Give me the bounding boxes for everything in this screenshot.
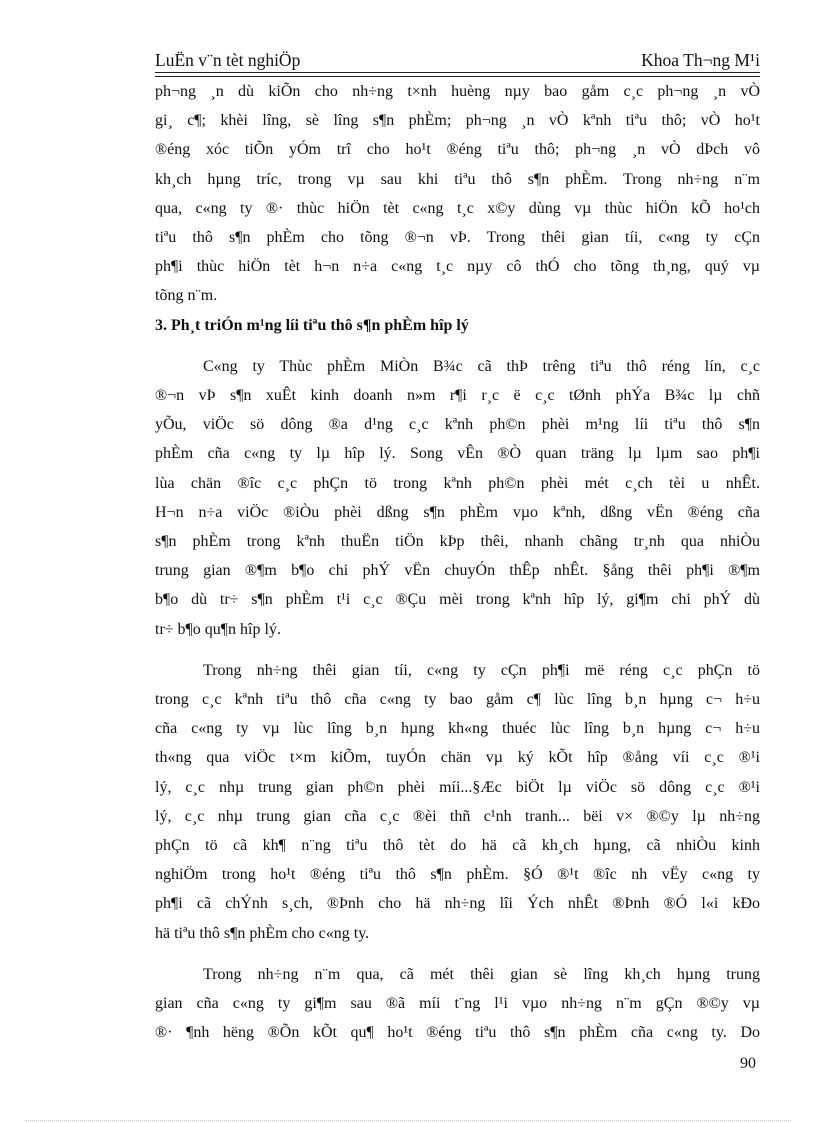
- text-line: s¶n phÈm trong kªnh thuËn tiÖn kÞp thêi, nhanh chãng tr¸nh qua nhiÒu: [155, 533, 760, 551]
- text-line: trung gian ®¶m b¶o chi phÝ vËn chuyÓn thÊp nhÊt. §ång thêi ph¶i ®¶m: [155, 562, 760, 580]
- text-line: hä tiªu thô s¶n phÈm cho c«ng ty.: [155, 924, 370, 942]
- text-line: th«ng qua viÖc t×m kiÕm, tuyÓn chän vµ ký kÕt hîp ®ång víi c¸c ®¹i: [155, 749, 760, 767]
- text-line: ph¬ng ¸n dù kiÕn cho nh÷ng t×nh huèng nµy bao gåm c¸c ph¬ng ¸n vÒ: [155, 83, 760, 100]
- paragraph-gap: [155, 948, 760, 960]
- text-line: tõng n¨m.: [155, 287, 218, 305]
- text-line: cña c«ng ty vµ lùc lîng b¸n hµng kh«ng thuéc lùc lîng b¸n hµng c¬ h÷u: [155, 720, 760, 738]
- text-line: ®· ¶nh hëng ®Õn kÕt qu¶ ho¹t ®éng tiªu thô s¶n phÈm cña c«ng ty. Do: [155, 1024, 760, 1042]
- text-line: nghiÖm trong ho¹t ®éng tiªu thô s¶n phÈm. §Ó ®¹t ®îc nh vËy c«ng ty: [155, 866, 760, 884]
- text-line: ®¬n vÞ s¶n xuÊt kinh doanh n»m r¶i r¸c ë c¸c tØnh phÝa B¾c lµ chñ: [155, 387, 760, 405]
- text-line: ph¶i cã chÝnh s¸ch, ®Þnh cho hä nh÷ng lîi Ých nhÊt ®Þnh ®Ó l«i kÐo: [155, 895, 760, 913]
- text-line: qua, c«ng ty ®· thùc hiÖn tèt c«ng t¸c x©y dùng vµ thùc hiÖn kÕ ho¹ch: [155, 199, 760, 217]
- text-line: Trong nh÷ng thêi gian tíi, c«ng ty cÇn ph¶i më réng c¸c phÇn tö: [203, 661, 760, 679]
- running-header: [155, 50, 760, 74]
- body-text: [155, 77, 760, 1048]
- text-line: tiªu thô s¶n phÈm cho tõng ®¬n vÞ. Trong thêi gian tíi, c«ng ty cÇn: [155, 229, 760, 247]
- paragraph-gap: [155, 644, 760, 656]
- header-faculty-label: Khoa Th¬ng M¹i: [641, 50, 760, 70]
- page-number: 90: [740, 1055, 756, 1072]
- text-line: lùa chän ®îc c¸c phÇn tö trong kªnh ph©n phèi mét c¸ch tèi u nhÊt.: [155, 474, 760, 492]
- header-thesis-label: LuËn v¨n tèt nghiÖp: [155, 50, 301, 70]
- text-line: yÕu, viÖc sö dông ®a d¹ng c¸c kªnh ph©n phèi m¹ng líi tiªu thô s¶n: [155, 416, 760, 434]
- text-line: lý, c¸c nhµ trung gian cña c¸c ®èi thñ c¹nh tranh... bëi v× ®©y lµ nh÷ng: [155, 807, 760, 825]
- text-line: tr÷ b¶o qu¶n hîp lý.: [155, 620, 281, 638]
- text-line: Trong nh÷ng n¨m qua, cã mét thêi gian sè lîng kh¸ch hµng trung: [203, 965, 760, 983]
- text-line: ®éng xóc tiÕn yÓm trî cho ho¹t ®éng tiªu thô; ph¬ng ¸n vÒ dÞch vô: [155, 141, 760, 159]
- text-line: b¶o dù tr÷ s¶n phÈm t¹i c¸c ®Çu mèi trong kªnh hîp lý, gi¶m chi phÝ dù: [155, 591, 760, 609]
- text-line: C«ng ty Thùc phÈm MiÒn B¾c cã thÞ trêng tiªu thô réng lín, c¸c: [203, 357, 760, 375]
- text-line: ph¶i thùc hiÖn tèt h¬n n÷a c«ng t¸c nµy cô thÓ cho tõng th¸ng, quý vµ: [155, 258, 760, 276]
- text-line: gian cña c«ng ty gi¶m sau ®ã míi t¨ng l¹i vµo nh÷ng n¨m gÇn ®©y vµ: [155, 995, 760, 1013]
- text-line: H¬n n÷a viÖc ®iÒu phèi dßng s¶n phÈm vµo kªnh, dßng vËn ®éng cña: [155, 503, 760, 521]
- text-line: phÇn tö cã kh¶ n¨ng tiªu thô tèt do hä cã kh¸ch hµng, cã nhiÒu kinh: [155, 837, 760, 855]
- text-line: trong c¸c kªnh tiªu thô cña c«ng ty bao gåm c¶ lùc lîng b¸n hµng c¬ h÷u: [155, 691, 760, 709]
- text-line: kh¸ch hµng tríc, trong vµ sau khi tiªu thô s¶n phÈm. Trong nh÷ng n¨m: [155, 170, 760, 188]
- header-rule-top: [155, 72, 760, 73]
- text-line: lý, c¸c nhµ trung gian ph©n phèi míi...§Æc biÖt lµ viÖc sö dông c¸c ®¹i: [155, 778, 760, 796]
- paragraph-gap: [155, 340, 760, 352]
- text-line: phÈm cña c«ng ty lµ hîp lý. Song vÊn ®Ò quan träng lµ lµm sao ph¶i: [155, 445, 760, 463]
- section-heading: 3. Ph¸t triÓn m¹ng líi tiªu thô s¶n phÈm hîp lý: [155, 316, 469, 334]
- text-line: gi¸ c¶; khèi lîng, sè lîng s¶n phÈm; ph¬ng ¸n vÒ kªnh tiªu thô; vÒ ho¹t: [155, 112, 760, 130]
- page-bottom-dotted-rule: [25, 1120, 791, 1121]
